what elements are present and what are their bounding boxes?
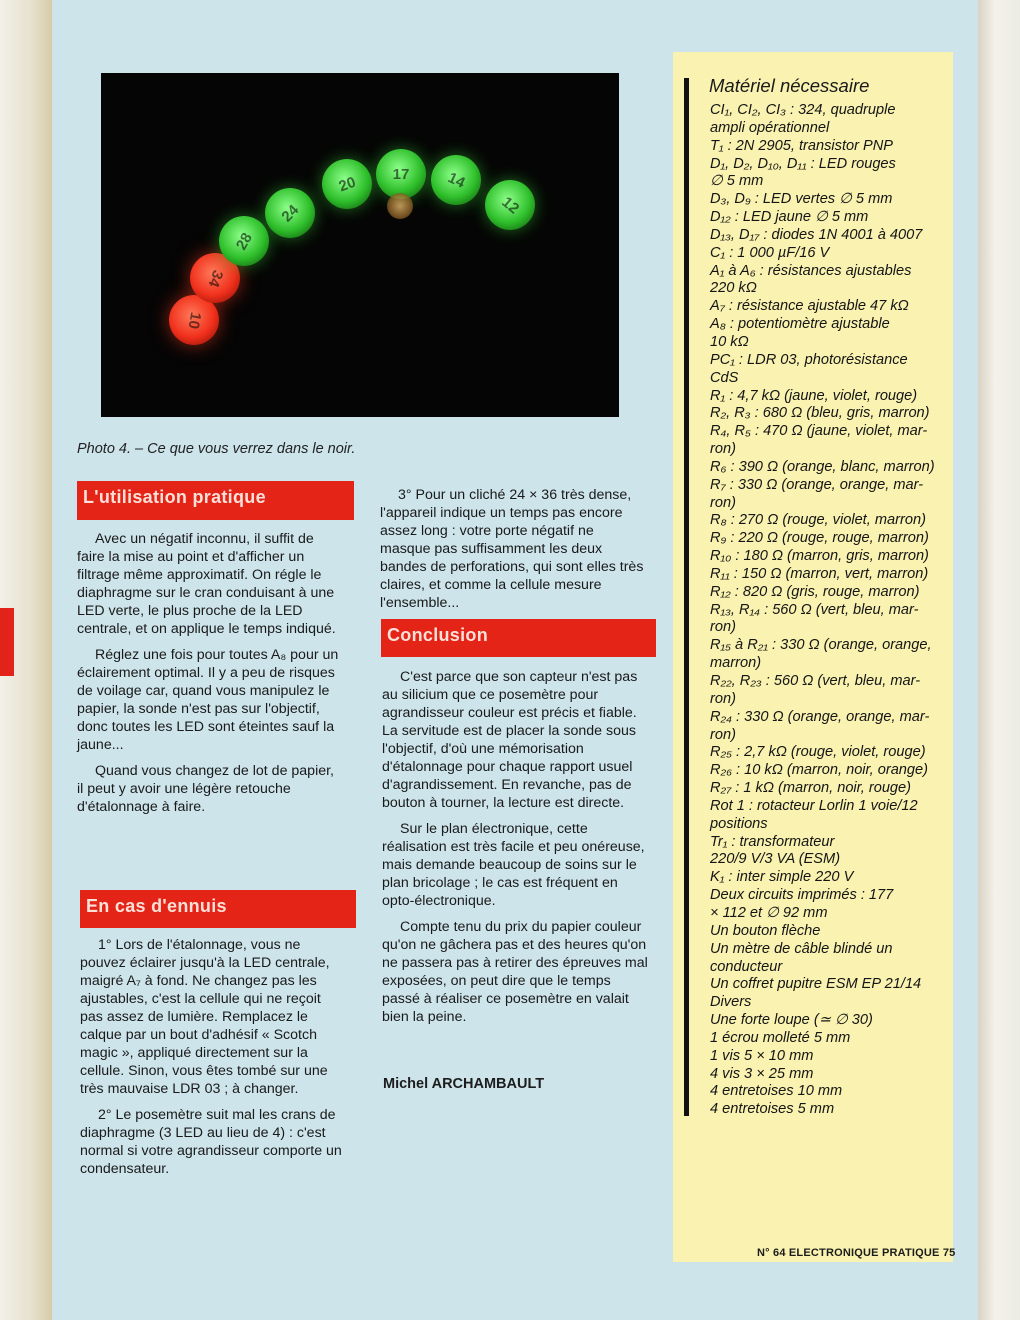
materials-item: CdS	[710, 369, 739, 386]
materials-item: Une forte loupe (≃ ∅ 30)	[710, 1012, 873, 1029]
paragraph: Sur le plan électronique, cette réalisation est très facile et peu onéreuse, mais demande beaucoup de soins sur le plan bricolage ; le cas est fréquent en opto-électronique.	[382, 821, 645, 909]
materials-item: R₁₀ : 180 Ω (marron, gris, marron)	[710, 548, 929, 565]
gutter-red-tab	[0, 608, 14, 676]
materials-item: ron)	[710, 690, 736, 707]
led-label: 20	[336, 173, 358, 195]
materials-item: A₇ : résistance ajustable 47 kΩ	[710, 298, 909, 315]
materials-item: × 112 et ∅ 92 mm	[710, 904, 828, 921]
materials-item: R₂₂, R₂₃ : 560 Ω (vert, bleu, mar-	[710, 673, 921, 689]
materials-item: 220 kΩ	[710, 280, 757, 297]
led-green-3	[322, 159, 372, 209]
materials-item: D₁₃, D₁₇ : diodes 1N 4001 à 4007	[710, 226, 923, 243]
led-green-2	[265, 188, 315, 238]
materials-item: R₉ : 220 Ω (rouge, rouge, marron)	[710, 530, 929, 547]
materials-item: CI₁, CI₂, CI₃ : 324, quadruple	[710, 102, 896, 118]
right-page-edge	[978, 0, 1020, 1320]
led-label: 24	[278, 201, 302, 225]
materials-item: ron)	[710, 619, 736, 636]
materials-item: R₂₄ : 330 Ω (orange, orange, mar-	[710, 708, 930, 725]
materials-item: T₁ : 2N 2905, transistor PNP	[710, 137, 894, 154]
text-conclusion	[382, 668, 648, 1034]
materials-item: 4 entretoises 10 mm	[710, 1083, 843, 1100]
led-green-5	[431, 155, 481, 205]
materials-item: D₃, D₉ : LED vertes ∅ 5 mm	[710, 191, 893, 208]
materials-item: R₁ : 4,7 kΩ (jaune, violet, rouge)	[710, 387, 918, 404]
materials-item: C₁ : 1 000 µF/16 V	[710, 244, 830, 261]
materials-item: R₁₅ à R₂₁ : 330 Ω (orange, orange,	[710, 637, 932, 654]
materials-item: R₁₁ : 150 Ω (marron, vert, marron)	[710, 565, 929, 582]
materials-item: Tr₁ : transformateur	[710, 833, 835, 850]
materials-item: R₈ : 270 Ω (rouge, violet, marron)	[710, 512, 926, 529]
paragraph: C'est parce que son capteur n'est pas au silicium que ce posemètre pour agrandisseur couleur est précis et fiable. La servitude est de placer la sonde sous l'objectif, d'où une mémorisation d'étalonnage pour chaque rapport usuel d'agrandissement. En revanche, pas de bouton à tourner, la lecture est directe.	[382, 669, 638, 811]
materials-item: ron)	[710, 494, 736, 511]
materials-item: marron)	[710, 655, 762, 672]
paragraph: 3° Pour un cliché 24 × 36 très dense, l'appareil indique un temps pas encore assez long : votre porte négatif ne masque pas suffisamment les deux bandes de perforations, qui sont elles très claires, et comme la cellule mesure l'ensemble...	[380, 487, 644, 611]
materials-item: A₈ : potentiomètre ajustable	[710, 316, 890, 333]
materials-item: 1 écrou molleté 5 mm	[710, 1029, 851, 1046]
materials-item: ampli opérationnel	[710, 119, 830, 136]
materials-item: 4 vis 3 × 25 mm	[710, 1065, 814, 1082]
materials-item: R₂₅ : 2,7 kΩ (rouge, violet, rouge)	[710, 744, 926, 761]
text-middle	[380, 486, 646, 620]
text-ennuis	[80, 936, 346, 1186]
sidebar-title: Matériel nécessaire	[709, 75, 870, 96]
materials-item: ron)	[710, 441, 736, 458]
heading-utilisation: L'utilisation pratique	[77, 481, 354, 520]
paragraph: Compte tenu du prix du papier couleur qu'on ne gâchera pas et des heures qu'on ne passera pas à retirer des épreuves mal exposées, on peut dire que le temps passé à réaliser ce posemètre en valait bien la peine.	[382, 919, 648, 1025]
led-label: 10	[184, 310, 204, 330]
materials-item: Rot 1 : rotacteur Lorlin 1 voie/12	[710, 797, 918, 814]
materials-item: 10 kΩ	[710, 333, 749, 350]
led-green-4	[376, 149, 426, 199]
paragraph: 1° Lors de l'étalonnage, vous ne pouvez éclairer jusqu'à la LED centrale, maigré A₇ à fond. Ne changez pas les ajustables, c'est la cellule qui ne reçoit pas assez de lumière. Remplacez le calque par un bout d'adhésif « Scotch magic », appliqué directement sur la cellule. Sinon, vous êtes tombé sur une très mauvaise LDR 03 ; à changer.	[80, 937, 330, 1097]
led-yellow	[387, 193, 413, 219]
led-label: 34	[204, 267, 226, 289]
paragraph: 2° Le posemètre suit mal les crans de diaphragme (3 LED au lieu de 4) : c'est normal si votre agrandisseur comporte un condensateur.	[80, 1107, 342, 1177]
heading-ennuis: En cas d'ennuis	[80, 890, 356, 928]
led-green-6	[485, 180, 535, 230]
materials-item: R₂₆ : 10 kΩ (marron, noir, orange)	[710, 762, 929, 779]
author-signature: Michel ARCHAMBAULT	[383, 1076, 545, 1092]
led-label: 28	[232, 229, 256, 253]
materials-item: PC₁ : LDR 03, photorésistance	[710, 351, 908, 368]
text-utilisation	[77, 530, 343, 824]
paragraph: Quand vous changez de lot de papier, il peut y avoir une légère retouche d'étalonnage à faire.	[77, 763, 334, 815]
materials-item: R₁₃, R₁₄ : 560 Ω (vert, bleu, mar-	[710, 601, 919, 618]
materials-item: 4 entretoises 5 mm	[710, 1101, 835, 1118]
materials-item: R₆ : 390 Ω (orange, blanc, marron)	[710, 458, 935, 475]
materials-item: 1 vis 5 × 10 mm	[710, 1047, 814, 1064]
materials-item: positions	[710, 815, 768, 832]
materials-item: D₁₂ : LED jaune ∅ 5 mm	[710, 209, 869, 226]
led-green-1	[219, 216, 269, 266]
led-label: 14	[444, 168, 468, 192]
materials-item: R₂, R₃ : 680 Ω (bleu, gris, marron)	[710, 405, 930, 422]
materials-item: ∅ 5 mm	[710, 173, 764, 190]
materials-item: Un coffret pupitre ESM EP 21/14	[710, 976, 922, 993]
sidebar-rule	[684, 78, 689, 1116]
photo-caption: Photo 4. – Ce que vous verrez dans le noir.	[77, 441, 356, 457]
materials-item: 220/9 V/3 VA (ESM)	[710, 851, 841, 868]
materials-list	[710, 102, 960, 1119]
materials-item: Deux circuits imprimés : 177	[710, 887, 894, 904]
materials-item: A₁ à A₆ : résistances ajustables	[710, 262, 912, 279]
led-photo	[101, 73, 619, 417]
led-label: 17	[392, 165, 410, 183]
materials-item: R₄, R₅ : 470 Ω (jaune, violet, mar-	[710, 423, 928, 440]
heading-conclusion: Conclusion	[381, 619, 656, 657]
materials-item: Un mètre de câble blindé un	[710, 940, 893, 957]
led-label: 12	[498, 193, 522, 217]
materials-item: R₇ : 330 Ω (orange, orange, mar-	[710, 476, 924, 493]
materials-item: R₁₂ : 820 Ω (gris, rouge, marron)	[710, 583, 920, 600]
materials-item: Divers	[710, 994, 752, 1011]
paragraph: Réglez une fois pour toutes A₈ pour un éclairement optimal. Il y a peu de risques de voilage car, quand vous manipulez le papier, la sonde n'est pas sur l'objectif, donc toutes les LED sont éteintes sauf la jaune...	[77, 647, 339, 753]
page-folio: N° 64 ELECTRONIQUE PRATIQUE 75	[757, 1247, 956, 1259]
materials-item: R₂₇ : 1 kΩ (marron, noir, rouge)	[710, 780, 912, 797]
materials-item: K₁ : inter simple 220 V	[710, 869, 854, 886]
paragraph: Avec un négatif inconnu, il suffit de faire la mise au point et d'afficher un filtrage même approximatif. On régle le diaphragme sur le cran conduisant à une LED verte, le plus proche de la LED centrale, et on applique le temps indiqué.	[77, 531, 336, 637]
materials-item: D₁, D₂, D₁₀, D₁₁ : LED rouges	[710, 155, 896, 172]
materials-item: ron)	[710, 726, 736, 743]
materials-item: Un bouton flèche	[710, 922, 821, 939]
materials-item: conducteur	[710, 958, 783, 975]
